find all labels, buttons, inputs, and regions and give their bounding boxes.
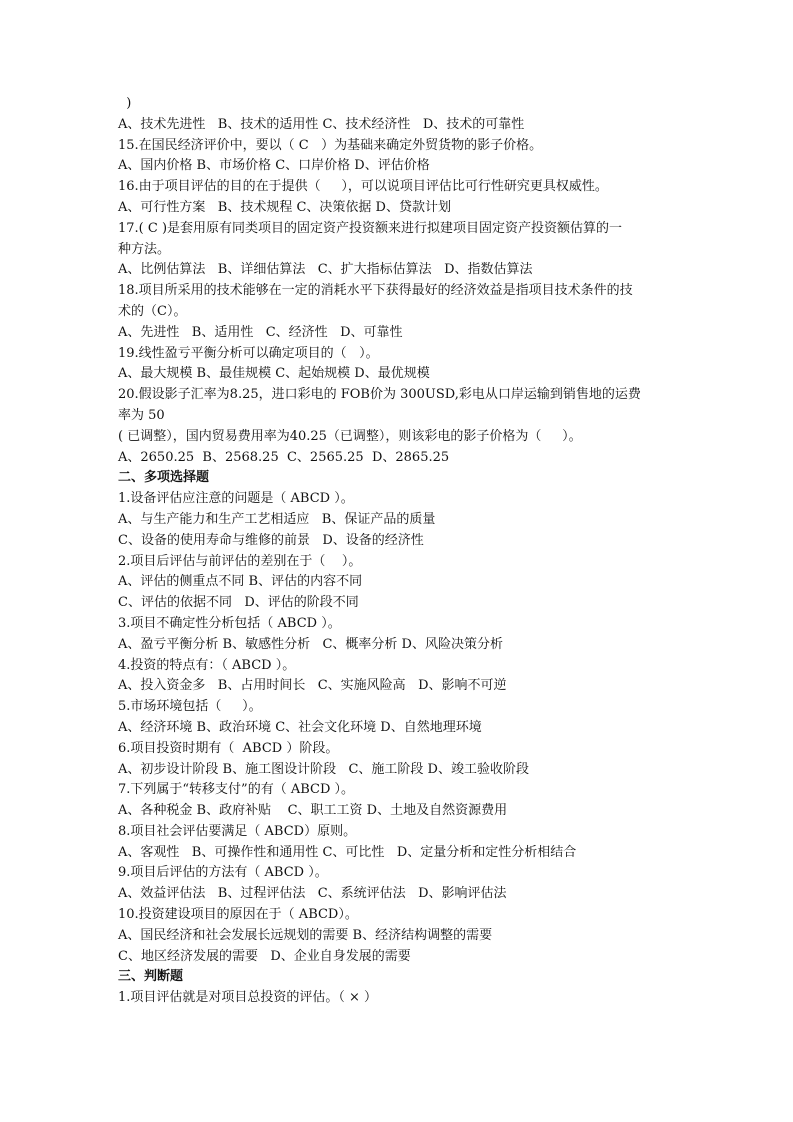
text-line: A、经济环境 B、政治环境 C、社会文化环境 D、自然地理环境 — [118, 719, 482, 735]
text-line: 3.项目不确定性分析包括（ ABCD ）。 — [118, 615, 341, 631]
text-line: 率为 50 — [118, 407, 165, 423]
text-line: 19.线性盈亏平衡分析可以确定项目的（ ）。 — [118, 345, 379, 361]
section-heading: 三、判断题 — [118, 969, 184, 985]
text-line: C、设备的使用寿命与维修的前景 D、设备的经济性 — [118, 532, 424, 548]
text-line: A、最大规模 B、最佳规模 C、起始规模 D、最优规模 — [118, 366, 430, 382]
text-line: A、效益评估法 B、过程评估法 C、系统评估法 D、影响评估法 — [118, 886, 507, 902]
text-line: A、盈亏平衡分析 B、敏感性分析 C、概率分析 D、风险决策分析 — [118, 636, 503, 652]
text-line: 1.设备评估应注意的问题是（ ABCD ）。 — [118, 491, 354, 507]
text-line: 20.假设影子汇率为8.25，进口彩电的 FOB价为 300USD,彩电从口岸运输到销售地的运费 — [118, 387, 641, 403]
text-line: 6.项目投资时期有（ ABCD ）阶段。 — [118, 740, 339, 756]
text-line: A、国民经济和社会发展长远规划的需要 B、经济结构调整的需要 — [118, 927, 493, 943]
text-line: 15.在国民经济评价中，要以（ C ）为基础来确定外贸货物的影子价格。 — [118, 137, 543, 153]
text-line: A、可行性方案 B、技术规程 C、决策依据 D、贷款计划 — [118, 199, 451, 215]
text-line: 1.项目评估就是对项目总投资的评估。（ × ） — [118, 990, 378, 1006]
text-line: 2.项目后评估与前评估的差别在于（ ）。 — [118, 553, 362, 569]
text-line: C、地区经济发展的需要 D、企业自身发展的需要 — [118, 948, 411, 964]
text-line: A、评估的侧重点不同 B、评估的内容不同 — [118, 574, 363, 590]
text-line: 18.项目所采用的技术能够在一定的消耗水平下获得最好的经济效益是指项目技术条件的技 — [118, 283, 633, 299]
text-line: 4.投资的特点有：（ ABCD ）。 — [118, 657, 296, 673]
text-line: 17.( C )是套用原有同类项目的固定资产投资额来进行拟建项目固定资产投资额估算的一 — [118, 220, 623, 236]
text-line: 术的（C）。 — [118, 303, 187, 319]
text-line: 种方法。 — [118, 241, 171, 257]
text-line: 7.下列属于“转移支付”的有（ ABCD ）。 — [118, 782, 355, 798]
text-line: A、比例估算法 B、详细估算法 C、扩大指标估算法 D、指数估算法 — [118, 262, 533, 278]
text-line: A、各种税金 B、政府补贴 C、职工工资 D、土地及自然资源费用 — [118, 803, 508, 819]
text-line: C、评估的依据不同 D、评估的阶段不同 — [118, 595, 359, 611]
text-line: A、技术先进性 B、技术的适用性 C、技术经济性 D、技术的可靠性 — [118, 116, 525, 132]
text-line: 8.项目社会评估要满足（ ABCD）原则。 — [118, 823, 357, 839]
document-page — [118, 94, 678, 1009]
text-line: ( 已调整），国内贸易费用率为40.25（已调整），则该彩电的影子价格为（ ）。 — [118, 428, 582, 444]
text-line: A、初步设计阶段 B、施工图设计阶段 C、施工阶段 D、竣工验收阶段 — [118, 761, 529, 777]
section-heading: 二、多项选择题 — [118, 470, 210, 486]
text-line: 10.投资建设项目的原因在于（ ABCD）。 — [118, 907, 358, 923]
text-line: A、投入资金多 B、占用时间长 C、实施风险高 D、影响不可逆 — [118, 678, 507, 694]
text-line: 5.市场环境包括（ ）。 — [118, 699, 262, 715]
text-line: 9.项目后评估的方法有（ ABCD ）。 — [118, 865, 328, 881]
text-line: A、先进性 B、适用性 C、经济性 D、可靠性 — [118, 324, 403, 340]
text-line: 16.由于项目评估的目的在于提供（ ），可以说项目评估比可行性研究更具权威性。 — [118, 179, 608, 195]
text-line: A、客观性 B、可操作性和通用性 C、可比性 D、定量分析和定性分析相结合 — [118, 844, 577, 860]
text-line: ) — [118, 96, 132, 111]
text-line: A、2650.25 B、2568.25 C、2565.25 D、2865.25 — [118, 449, 450, 465]
text-line: A、国内价格 B、市场价格 C、口岸价格 D、评估价格 — [118, 158, 430, 174]
text-line: A、与生产能力和生产工艺相适应 B、保证产品的质量 — [118, 511, 436, 527]
